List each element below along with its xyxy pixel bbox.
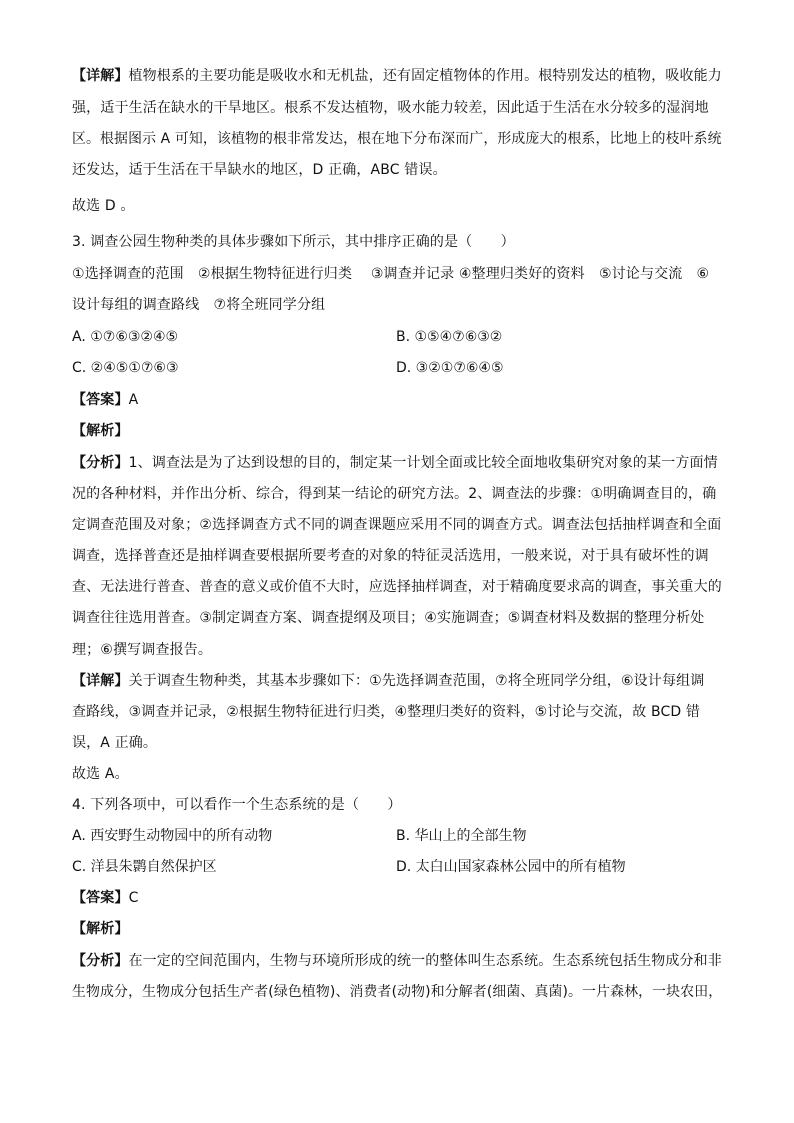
answer-value: A: [128, 392, 139, 408]
detail-paragraph-line-2: 强，适于生活在缺水的干旱地区。根系不发达植物，吸水能力较差，因此适于生活在水分较多的湿润地: [72, 100, 709, 116]
conclusion-q2: 故选 D 。: [72, 198, 135, 214]
question-3-analysis-heading: [72, 421, 722, 441]
xiangjie-text: 关于调查生物种类，其基本步骤如下：①先选择调查范围，⑦将全班同学分组，⑥设计每组调: [128, 673, 705, 689]
question-4-option-a: A. 西安野生动物园中的所有动物: [72, 828, 273, 844]
question-3-option-a: A. ①⑦⑥③②④⑤: [72, 329, 179, 345]
question-3-analysis-line-5: 查、无法进行普查、普查的意义或价值不大时，应选择抽样调查，对于精确度要求高的调查，事关重大的: [72, 579, 722, 595]
question-3-option-c: C. ②④⑤①⑦⑥③: [72, 360, 179, 376]
detail-text: 植物根系的主要功能是吸收水和无机盐，还有固定植物体的作用。根特别发达的植物，吸收能力: [128, 68, 722, 84]
answer-tag: 【答案】: [72, 890, 129, 906]
question-3-detail-line-3: 误，A 正确。: [72, 735, 158, 751]
question-3-answer: [72, 390, 722, 410]
question-4-analysis-heading: [72, 919, 722, 939]
detail-paragraph-line-4: 还发达，适于生活在干旱缺水的地区，D 正确，ABC 错误。: [72, 162, 447, 178]
answer-tag: 【答案】: [72, 392, 129, 408]
detail-paragraph-line-1: [72, 66, 721, 86]
analysis-tag: 【解析】: [72, 423, 129, 439]
question-3-conclusion: 故选 A。: [72, 766, 129, 782]
fenxi-text: 1、调查法是为了达到设想的目的，制定某一计划全面或比较全面地收集研究对象的某一方面情: [128, 455, 718, 471]
question-3-steps-line-1: ①选择调查的范围 ②根据生物特征进行归类 ③调查并记录 ④整理归类好的资料 ⑤讨论与交流 ⑥: [72, 266, 710, 282]
question-3-analysis-line-1: [72, 453, 722, 473]
question-3-detail-line-2: 查路线，③调查并记录，②根据生物特征进行归类，④整理归类好的资料，⑤讨论与交流，故 BCD 错: [72, 704, 701, 720]
detail-paragraph-line-3: 区。根据图示 A 可知，该植物的根非常发达，根在地下分布深而广，形成庞大的根系，比地上的枝叶系统: [72, 131, 722, 147]
fenxi-tag: 【分析】: [72, 953, 129, 969]
xiangjie-tag: 【详解】: [72, 673, 129, 689]
answer-value: C: [128, 890, 139, 906]
question-4-analysis-line-2: 生物成分，生物成分包括生产者(绿色植物)、消费者(动物)和分解者(细菌、真菌)。一片森林，一块农田，: [72, 984, 723, 1000]
question-4-analysis-line-1: [72, 951, 721, 971]
question-3-analysis-line-2: 况的各种材料，并作出分析、综合，得到某一结论的研究方法。2、调查法的步骤：①明确调查目的，确: [72, 486, 717, 502]
question-3-detail-line-1: [72, 671, 722, 691]
question-4-option-c: C. 洋县朱鹮自然保护区: [72, 859, 217, 875]
question-4-option-d: D. 太白山国家森林公园中的所有植物: [396, 859, 626, 875]
question-4-answer: [72, 888, 722, 908]
question-3-steps-line-2: 设计每组的调查路线 ⑦将全班同学分组: [72, 297, 326, 313]
question-3-analysis-line-4: 调查，选择普查还是抽样调查要根据所要考查的对象的特征灵活选用，一般来说，对于具有破坏性的调: [72, 548, 709, 564]
question-4-stem: 4. 下列各项中，可以看作一个生态系统的是（ ）: [72, 797, 402, 813]
question-3-option-d: D. ③②①⑦⑥④⑤: [396, 360, 504, 376]
analysis-tag: 【解析】: [72, 921, 129, 937]
question-3-analysis-line-7: 理；⑥撰写调查报告。: [72, 642, 213, 658]
fenxi-text: 在一定的空间范围内，生物与环境所形成的统一的整体叫生态系统。生态系统包括生物成分和非: [128, 953, 722, 969]
detail-tag: 【详解】: [72, 68, 129, 84]
question-3-analysis-line-3: 定调查范围及对象；②选择调查方式不同的调查课题应采用不同的调查方式。调查法包括抽样调查和全面: [72, 517, 722, 533]
question-3-analysis-line-6: 调查往往选用普查。③制定调查方案、调查提纲及项目；④实施调查；⑤调查材料及数据的整理分析处: [72, 610, 705, 626]
fenxi-tag: 【分析】: [72, 455, 129, 471]
question-4-option-b: B. 华山上的全部生物: [396, 828, 527, 844]
question-3-option-b: B. ①⑤④⑦⑥③②: [396, 329, 503, 345]
question-3-stem: 3. 调查公园生物种类的具体步骤如下所示，其中排序正确的是（ ）: [72, 234, 515, 250]
